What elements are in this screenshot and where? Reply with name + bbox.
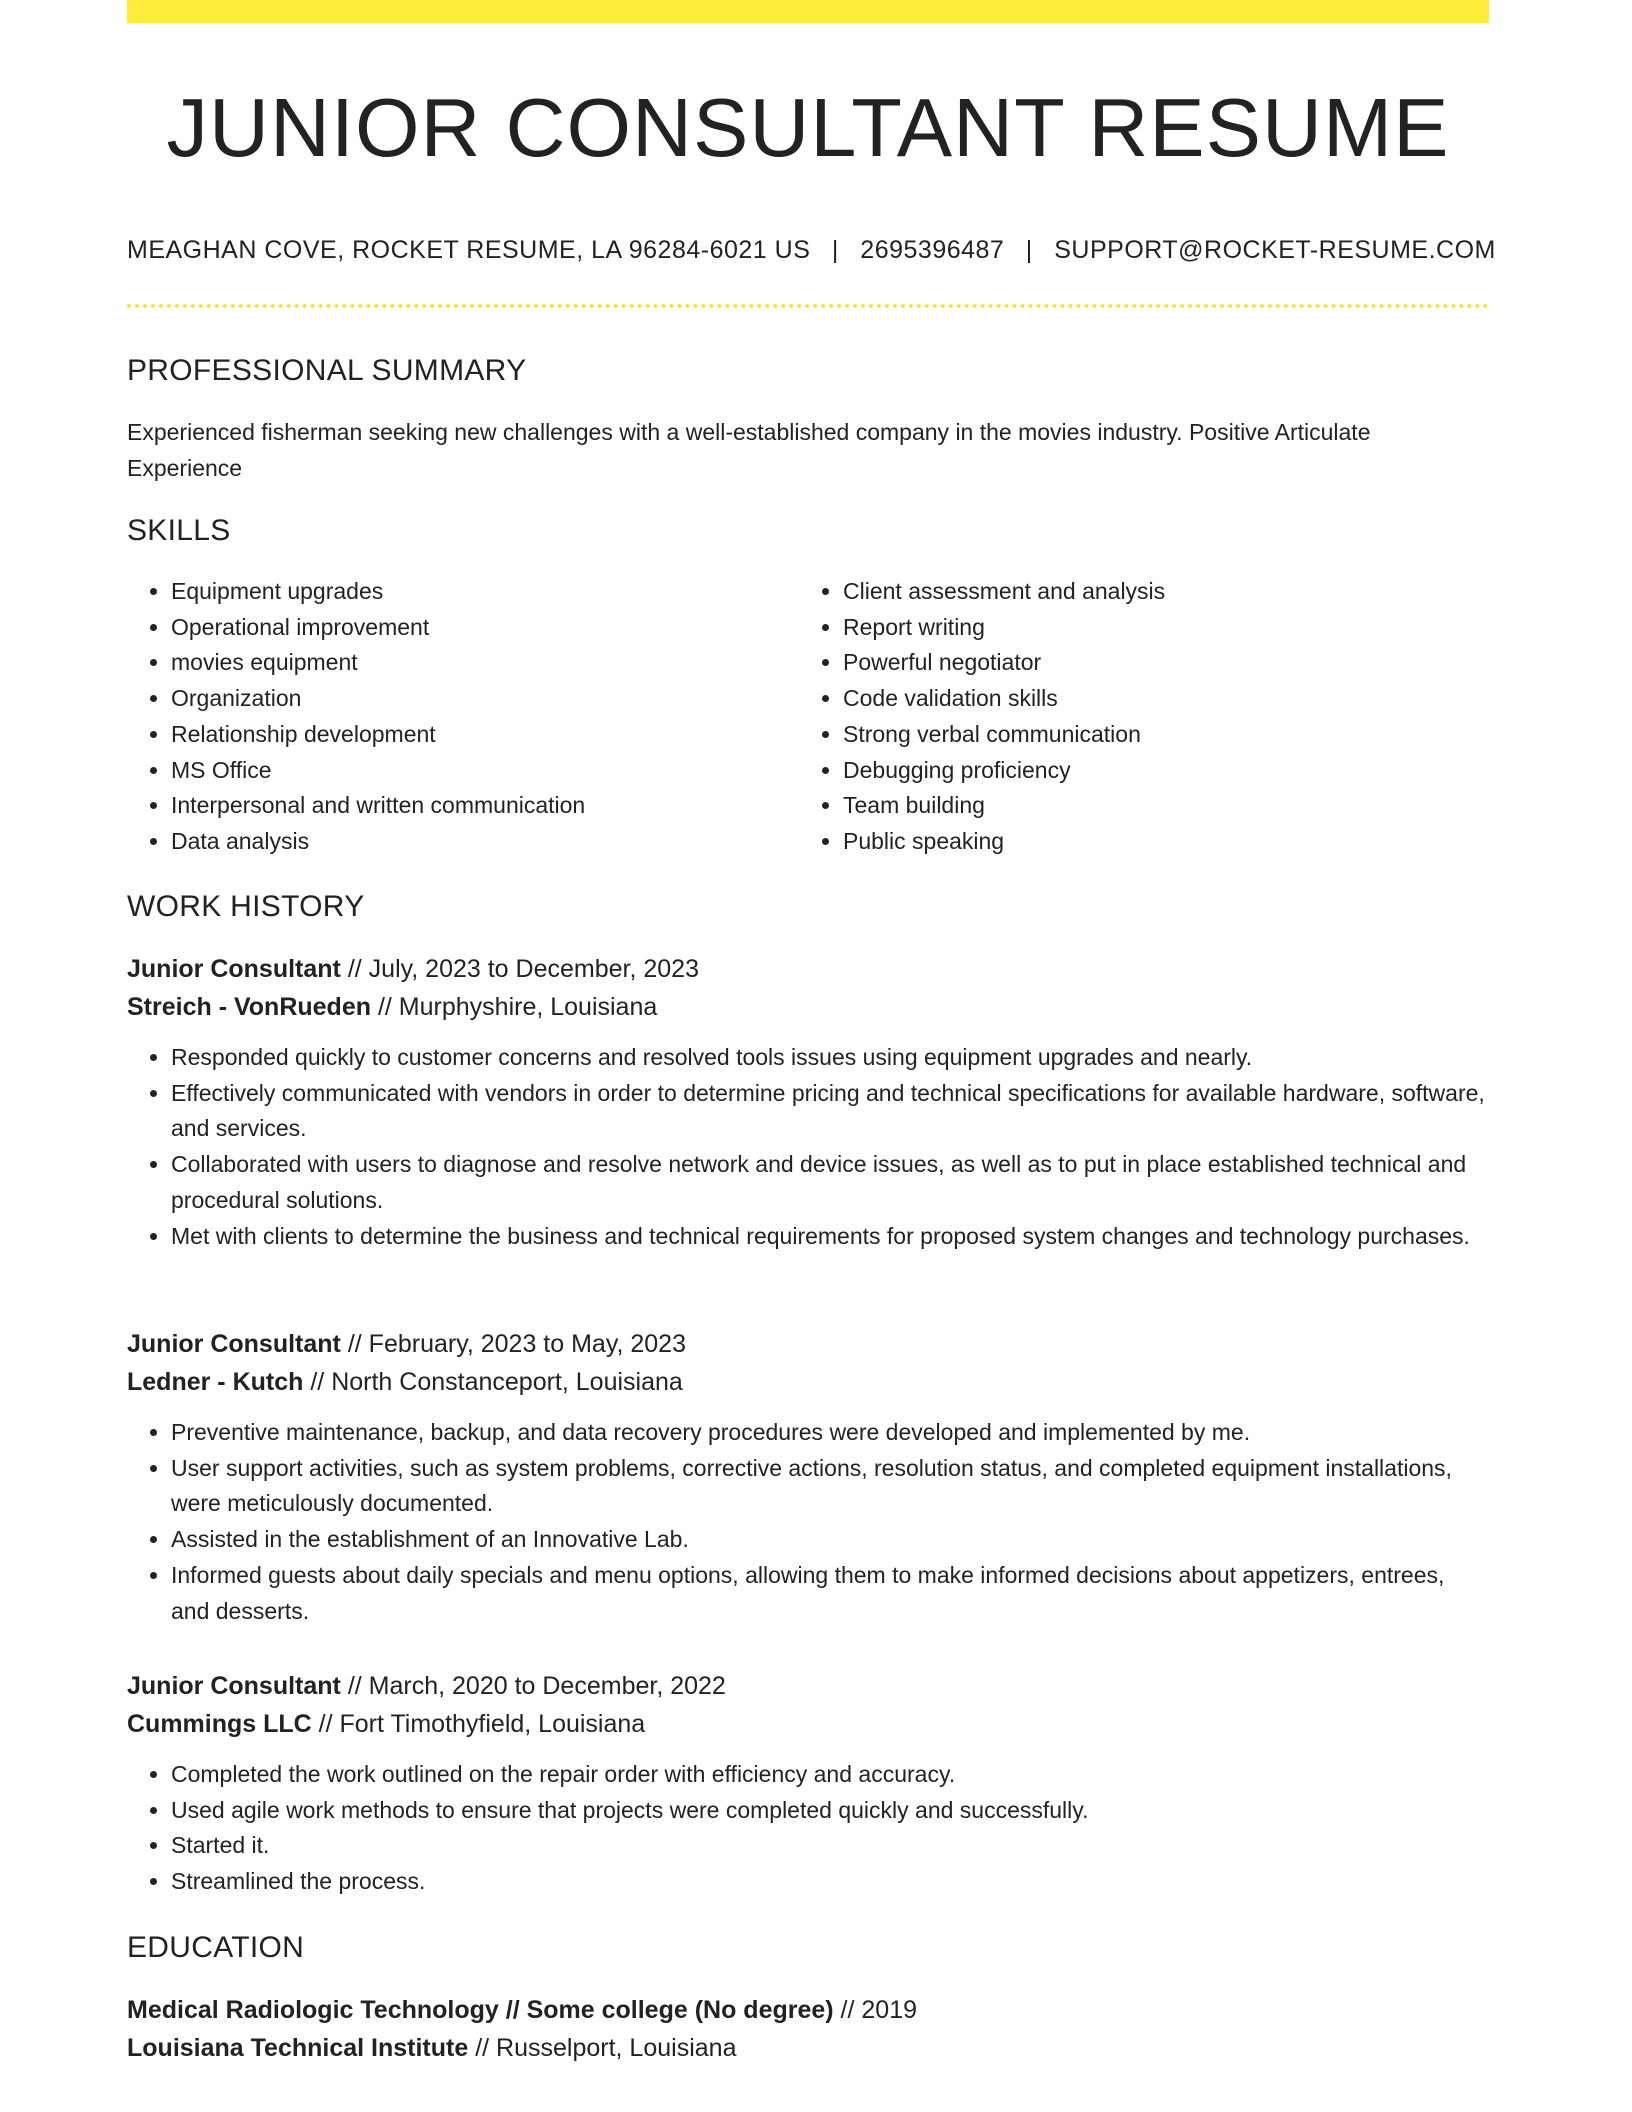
job-dates: // July, 2023 to December, 2023 (340, 955, 699, 983)
education-year: // 2019 (833, 1996, 918, 2024)
contact-separator: | (1025, 236, 1033, 264)
contact-address: MEAGHAN COVE, ROCKET RESUME, LA 96284-6021 US (127, 236, 811, 264)
contact-phone: 2695396487 (860, 236, 1005, 264)
job-title: Junior Consultant (127, 1672, 341, 1700)
education-entry (127, 1991, 1489, 2067)
job-bullets (127, 1040, 1489, 1254)
summary-text: Experienced fisherman seeking new challenges with a well-established company in the movies industry. Positive Articulate Experience (127, 419, 1371, 481)
education-degree: Medical Radiologic Technology // Some college (No degree) (127, 1996, 834, 2024)
job-company: Cummings LLC (127, 1710, 312, 1738)
job-bullet: • Used agile work methods to ensure that projects were completed quickly and successfully. (171, 1793, 1489, 1829)
job-location: // Fort Timothyfield, Louisiana (311, 1710, 646, 1738)
job-entry (127, 1667, 1489, 1900)
skill-item: • Operational improvement (171, 610, 799, 646)
skill-item: • Data analysis (171, 824, 799, 860)
job-title: Junior Consultant (127, 1330, 341, 1358)
job-bullet: • Responded quickly to customer concerns and resolved tools issues using equipment upgrades and nearly. (171, 1040, 1489, 1076)
job-bullet: • Assisted in the establishment of an Innovative Lab. (171, 1522, 1489, 1558)
skills-column-left (127, 574, 799, 860)
job-company: Ledner - Kutch (127, 1368, 304, 1396)
skill-item: • movies equipment (171, 645, 799, 681)
skill-item: • Client assessment and analysis (843, 574, 1471, 610)
work-history-heading: WORK HISTORY (127, 890, 365, 923)
dotted-divider (127, 304, 1489, 308)
skills-list (127, 574, 1489, 860)
job-entry (127, 950, 1489, 1254)
job-entry (127, 1325, 1489, 1629)
accent-top-bar (127, 0, 1489, 23)
job-location: // North Constanceport, Louisiana (303, 1368, 683, 1396)
job-title-line (127, 950, 1489, 988)
resume-title: JUNIOR CONSULTANT RESUME (166, 81, 1450, 174)
job-bullet: • User support activities, such as system problems, corrective actions, resolution status, and completed equipment installations, were meticulously documented. (171, 1451, 1489, 1522)
skill-item: • Strong verbal communication (843, 717, 1471, 753)
skill-item: • Report writing (843, 610, 1471, 646)
summary-heading: PROFESSIONAL SUMMARY (127, 354, 527, 387)
education-degree-line (127, 1991, 1489, 2029)
skill-item: • Equipment upgrades (171, 574, 799, 610)
education-heading: EDUCATION (127, 1931, 305, 1964)
contact-separator: | (831, 236, 839, 264)
job-bullet: • Started it. (171, 1828, 1489, 1864)
job-bullet: • Completed the work outlined on the repair order with efficiency and accuracy. (171, 1757, 1489, 1793)
job-bullet: • Met with clients to determine the business and technical requirements for proposed system changes and technology purchases. (171, 1219, 1489, 1255)
job-dates: // March, 2020 to December, 2022 (340, 1672, 726, 1700)
skill-item: • Relationship development (171, 717, 799, 753)
job-dates: // February, 2023 to May, 2023 (340, 1330, 686, 1358)
job-company-line (127, 988, 1489, 1026)
skill-item: • Team building (843, 788, 1471, 824)
job-title-line (127, 1667, 1489, 1705)
job-bullet: • Preventive maintenance, backup, and data recovery procedures were developed and implemented by me. (171, 1415, 1489, 1451)
job-company: Streich - VonRueden (127, 993, 372, 1021)
contact-email: SUPPORT@ROCKET-RESUME.COM (1054, 236, 1496, 264)
contact-line (127, 236, 1496, 265)
skills-column-right (799, 574, 1471, 860)
job-bullet: • Effectively communicated with vendors in order to determine pricing and technical specifications for available hardware, software, and services. (171, 1076, 1489, 1147)
skill-item: • Debugging proficiency (843, 753, 1471, 789)
skill-item: • Interpersonal and written communication (171, 788, 799, 824)
skill-item: • Powerful negotiator (843, 645, 1471, 681)
job-bullets (127, 1415, 1489, 1629)
job-title: Junior Consultant (127, 955, 341, 983)
job-bullet: • Informed guests about daily specials and menu options, allowing them to make informed decisions about appetizers, entrees, and desserts. (171, 1558, 1489, 1629)
job-bullet: • Collaborated with users to diagnose and resolve network and device issues, as well as to put in place established technical and procedural solutions. (171, 1147, 1489, 1218)
education-location: // Russelport, Louisiana (468, 2034, 737, 2062)
job-bullet: • Streamlined the process. (171, 1864, 1489, 1900)
skill-item: • Code validation skills (843, 681, 1471, 717)
education-school: Louisiana Technical Institute (127, 2034, 469, 2062)
job-company-line (127, 1363, 1489, 1401)
job-bullets (127, 1757, 1489, 1900)
skill-item: • MS Office (171, 753, 799, 789)
education-school-line (127, 2029, 1489, 2067)
skill-item: • Organization (171, 681, 799, 717)
job-title-line (127, 1325, 1489, 1363)
skill-item: • Public speaking (843, 824, 1471, 860)
skills-heading: SKILLS (127, 514, 231, 547)
job-location: // Murphyshire, Louisiana (371, 993, 658, 1021)
job-company-line (127, 1705, 1489, 1743)
